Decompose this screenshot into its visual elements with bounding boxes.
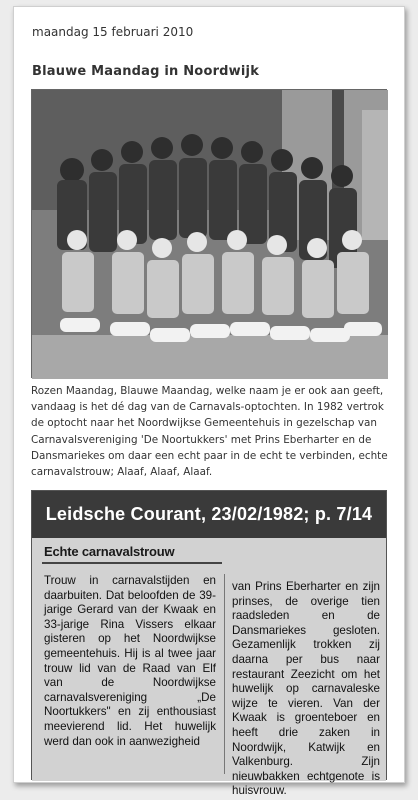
- blog-post-frame: [13, 6, 405, 798]
- post-title: Blauwe Maandag in Noordwijk: [32, 64, 260, 79]
- post-date: maandag 15 februari 2010: [32, 25, 194, 39]
- clipping-left-column: Trouw in carnavalstijden en daarbuiten. Dat beloofden de 39-jarige Gerard van der Kwaak en 33-jarige Rina Vissers elkaar gisteren op het Noordwijkse gemeentehuis. Hij is al twee jaar trouw lid van de Raad van Elf van de Noordwijkse carnavalsvereniging „De Noortukkers" en zij enthousiast meevierend lid. Het huwelijk werd dan ook in aanwezigheid: [44, 574, 216, 748]
- clipping-body: [32, 538, 386, 798]
- carnival-group-photo: [31, 89, 387, 378]
- clipping-headline: Echte carnavalstrouw: [44, 544, 175, 559]
- photo-caption: Rozen Maandag, Blauwe Maandag, welke naam je er ook aan geeft, vandaag is het dé dag van de Carnavals-optochten. In 1982 vertrok de optocht naar het Noordwijkse Gemeentehuis in gezelschap van Carnavalsvereniging 'De Noortukkers' met Prins Eberharter en de Dansmariekes om daar een echt paar in de echt te verbinden, echte carnavalstrouw; Alaaf, Alaaf, Alaaf.: [31, 385, 388, 479]
- clipping-source-header: Leidsche Courant, 23/02/1982; p. 7/14: [32, 491, 386, 538]
- headline-rule: [42, 562, 222, 564]
- clipping-right-column: van Prins Eberharter en zijn prinses, de overige tien raadsleden en de Dansmariekes gesloten. Gezamenlijk trokken zij daarna per bus naar restaurant Zeezicht om het huwelijk op carnavaleske wijze te vieren. Van der Kwaak is groenteboer en heeft drie zaken in Noordwijk, Katwijk en Valkenburg. Zijn nieuwbakken echtgenote is huisvrouw.: [232, 580, 380, 798]
- photo-illustration: [32, 90, 388, 379]
- newspaper-clipping: [31, 490, 387, 798]
- column-divider: [224, 574, 225, 774]
